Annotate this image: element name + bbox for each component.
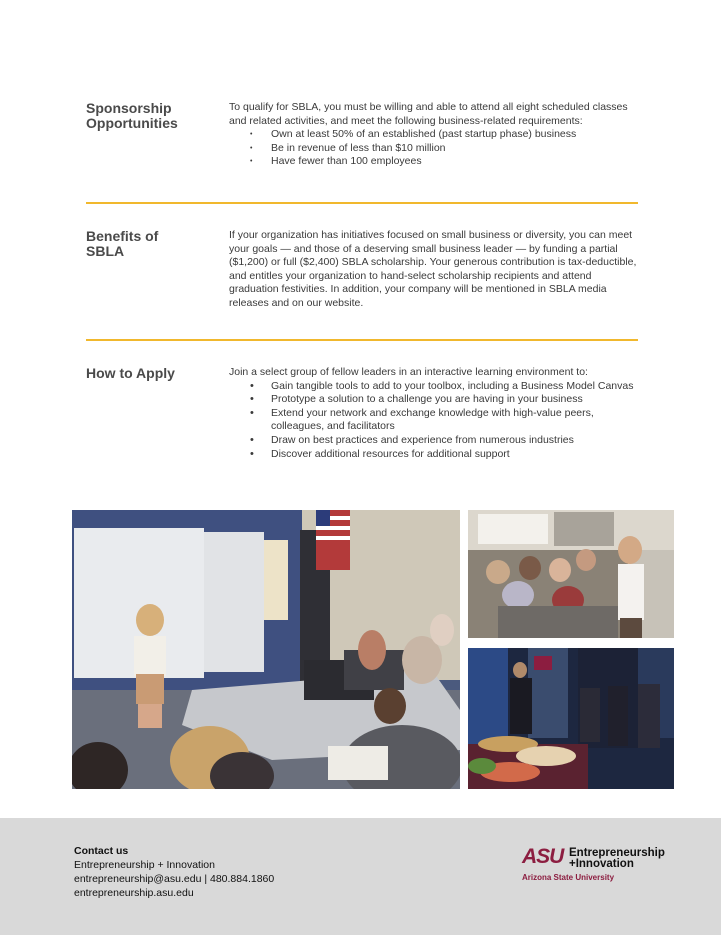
asu-logo-mark: ASU — [522, 845, 564, 868]
website-link[interactable]: entrepreneurship.asu.edu — [74, 887, 194, 899]
contact-org: Entrepreneurship + Innovation — [74, 859, 215, 871]
section-paragraph: If your organization has initiatives focused on small business or diversity, you can meet your goals — and those of a deserving small business leader — by funding a partial ($1,200) or full ($2,400) SBLA scholarship. Your generous contribution is tax-deductible, and entitles your organization to hand-select scholarship recipients and attend graduation festivities. In addition, your company will be mentioned in SBLA media releases and on our website. — [229, 229, 637, 309]
contact-heading: Contact us — [74, 845, 129, 857]
section-body — [229, 229, 639, 311]
asu-logo-line2: +Innovation — [569, 858, 634, 870]
footer — [0, 818, 721, 935]
section-intro: To qualify for SBLA, you must be willing and able to attend all eight scheduled classes and related activities, and meet the following business-related requirements: — [229, 101, 628, 127]
bullet-icon: • — [250, 447, 254, 460]
section-divider — [86, 339, 638, 341]
bullet-icon: • — [250, 158, 253, 166]
list-item: • Draw on best practices and experience from numerous industries — [250, 433, 574, 446]
section-title: Sponsorship Opportunities — [86, 100, 178, 131]
section-title: Benefits of SBLA — [86, 228, 159, 259]
contact-block — [74, 844, 274, 900]
email-link[interactable]: entrepreneurship@asu.edu — [74, 873, 202, 885]
contact-line — [74, 872, 274, 886]
phone-number[interactable]: 480.884.1860 — [209, 873, 275, 885]
classroom-photo — [72, 510, 460, 789]
list-item: • Gain tangible tools to add to your toolbox, including a Business Model Canvas — [250, 379, 634, 392]
section-body — [229, 101, 639, 169]
list-item: • Discover additional resources for additional support — [250, 447, 510, 460]
asu-logo-line3: Arizona State University — [522, 873, 615, 882]
asu-logo — [522, 846, 682, 886]
requirements-list — [229, 128, 639, 169]
benefits-list — [229, 380, 639, 462]
list-item: • Prototype a solution to a challenge you are having in your business — [250, 393, 583, 406]
section-body — [229, 366, 639, 461]
bullet-icon: • — [250, 393, 254, 406]
bullet-icon: • — [250, 433, 254, 446]
asu-logo-line1: Entrepreneurship — [569, 847, 665, 859]
audience-photo — [468, 510, 674, 638]
bullet-icon: • — [250, 131, 253, 139]
event-photo — [468, 648, 674, 789]
list-item: • Own at least 50% of an established (past startup phase) business — [250, 128, 577, 141]
list-item: • Be in revenue of less than $10 million — [250, 141, 446, 154]
bullet-icon: • — [250, 379, 254, 392]
list-item: • Extend your network and exchange knowledge with high-value peers, colleagues, and facilitators — [250, 406, 594, 433]
bullet-icon: • — [250, 144, 253, 152]
separator: | — [201, 873, 210, 885]
section-title: How to Apply — [86, 365, 175, 381]
section-intro: Join a select group of fellow leaders in an interactive learning environment to: — [229, 366, 588, 378]
bullet-icon: • — [250, 406, 254, 419]
section-divider — [86, 202, 638, 204]
list-item: • Have fewer than 100 employees — [250, 155, 422, 168]
